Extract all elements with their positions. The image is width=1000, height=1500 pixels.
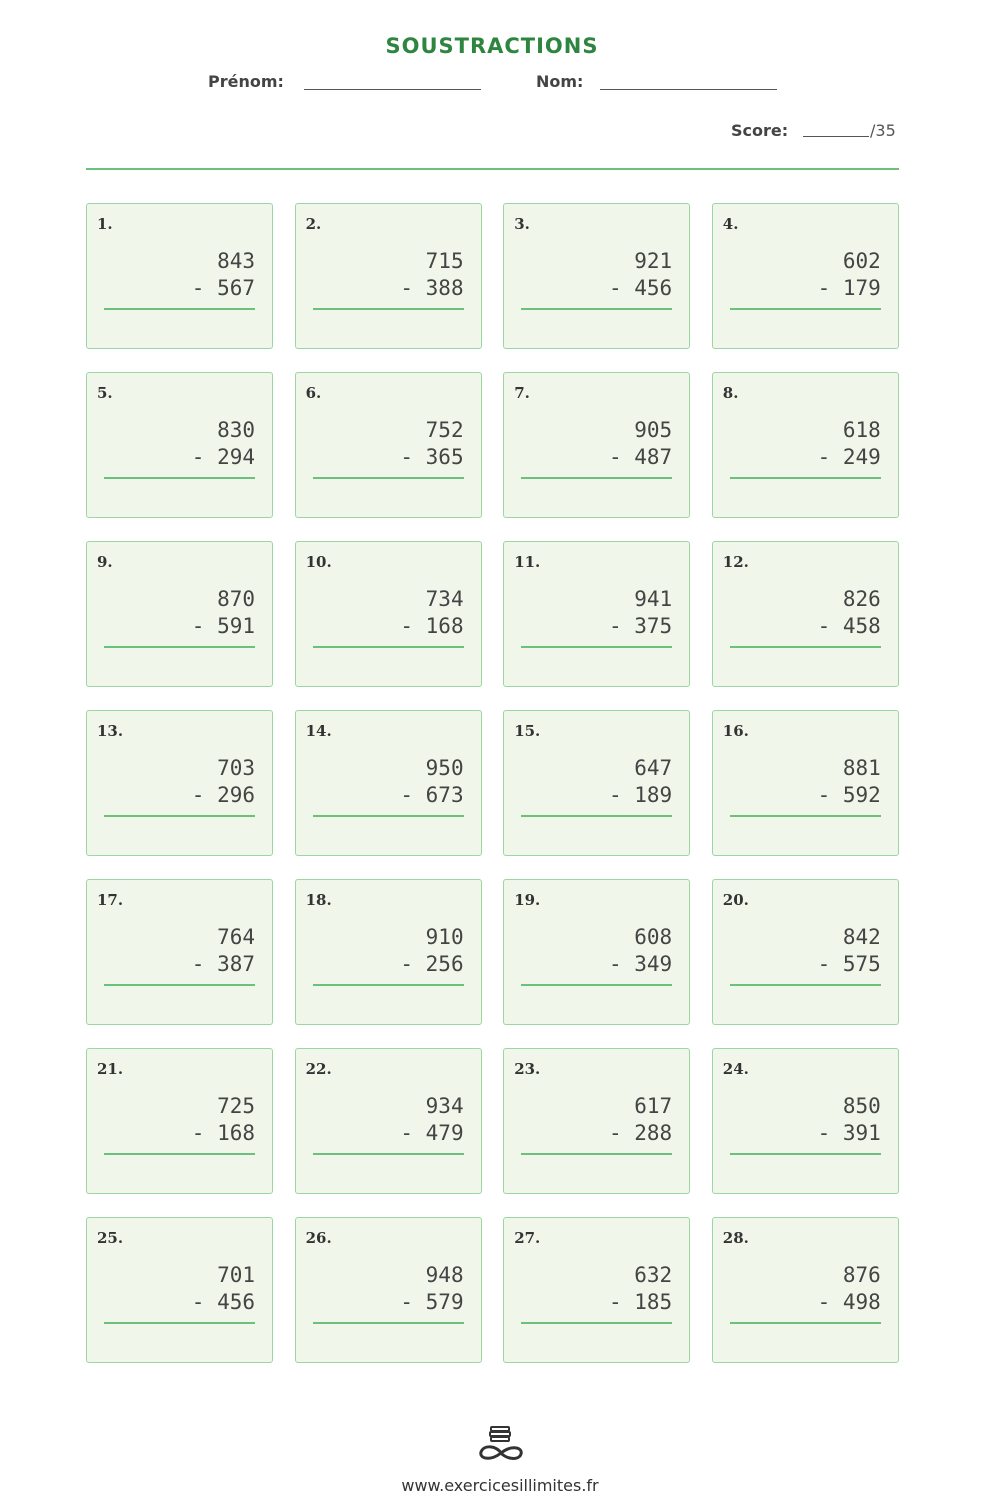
subtrahend: - 349 [608, 952, 673, 976]
exercise-card [86, 1048, 273, 1194]
minuend: 830 [217, 418, 255, 442]
exercise-card [712, 372, 899, 518]
subtrahend: - 575 [817, 952, 881, 976]
subtrahend: - 296 [191, 783, 255, 807]
minuend: 617 [634, 1094, 673, 1118]
answer-line[interactable] [730, 815, 881, 817]
subtrahend: - 387 [191, 952, 255, 976]
exercise-number: 9. [97, 553, 113, 571]
minuend: 905 [634, 418, 673, 442]
header-divider [86, 168, 899, 170]
answer-line[interactable] [730, 308, 881, 310]
exercise-card [503, 1217, 690, 1363]
subtrahend: - 375 [608, 614, 673, 638]
subtrahend: - 294 [191, 445, 255, 469]
exercise-number: 20. [722, 891, 749, 909]
minuend: 826 [842, 587, 881, 611]
subtrahend: - 456 [608, 276, 673, 300]
subtrahend: - 591 [191, 614, 255, 638]
minuend: 870 [217, 587, 255, 611]
subtrahend: - 458 [817, 614, 881, 638]
exercise-card [86, 203, 273, 349]
exercise-number: 2. [305, 215, 322, 233]
minuend: 647 [634, 756, 673, 780]
answer-line[interactable] [521, 815, 672, 817]
answer-line[interactable] [730, 477, 881, 479]
exercise-number: 14. [305, 722, 332, 740]
answer-line[interactable] [104, 646, 255, 648]
answer-line[interactable] [521, 1322, 672, 1324]
minuend: 734 [425, 587, 464, 611]
exercise-number: 28. [722, 1229, 749, 1247]
exercise-card [295, 879, 482, 1025]
answer-line[interactable] [730, 1153, 881, 1155]
worksheet-title: SOUSTRACTIONS [385, 34, 599, 58]
exercise-card [503, 372, 690, 518]
footer-url: www.exercicesillimites.fr [401, 1476, 599, 1495]
minuend: 850 [842, 1094, 881, 1118]
subtrahend: - 498 [817, 1290, 881, 1314]
exercise-number: 17. [97, 891, 124, 909]
exercise-number: 21. [97, 1060, 124, 1078]
minuend: 881 [842, 756, 881, 780]
minuend: 725 [217, 1094, 255, 1118]
answer-line[interactable] [313, 477, 464, 479]
exercise-card [295, 203, 482, 349]
subtrahend: - 479 [400, 1121, 464, 1145]
subtrahend: - 592 [817, 783, 881, 807]
exercise-number: 25. [97, 1229, 124, 1247]
answer-line[interactable] [313, 308, 464, 310]
answer-line[interactable] [521, 1153, 672, 1155]
subtrahend: - 179 [817, 276, 881, 300]
answer-line[interactable] [104, 1322, 255, 1324]
minuend: 842 [842, 925, 881, 949]
exercise-number: 13. [97, 722, 124, 740]
answer-line[interactable] [104, 477, 255, 479]
books-infinity-logo [476, 1424, 526, 1464]
last-name-blank[interactable] [600, 89, 777, 90]
exercise-number: 24. [722, 1060, 749, 1078]
exercise-card [86, 1217, 273, 1363]
minuend: 941 [634, 587, 673, 611]
exercise-number: 4. [722, 215, 739, 233]
answer-line[interactable] [313, 984, 464, 986]
exercise-number: 7. [514, 384, 530, 402]
exercise-card [712, 710, 899, 856]
exercise-card [503, 879, 690, 1025]
minuend: 701 [217, 1263, 255, 1287]
minuend: 752 [425, 418, 464, 442]
exercise-number: 3. [514, 215, 530, 233]
exercise-number: 11. [514, 553, 541, 571]
exercise-card [712, 1217, 899, 1363]
exercise-card [503, 541, 690, 687]
minuend: 843 [217, 249, 255, 273]
subtrahend: - 168 [400, 614, 464, 638]
score-label: Score: [731, 121, 789, 140]
subtrahend: - 567 [191, 276, 255, 300]
exercise-number: 26. [305, 1229, 332, 1247]
exercise-number: 22. [305, 1060, 332, 1078]
answer-line[interactable] [521, 984, 672, 986]
exercise-card [712, 1048, 899, 1194]
exercise-card [295, 1217, 482, 1363]
subtrahend: - 189 [608, 783, 673, 807]
minuend: 910 [425, 925, 464, 949]
subtrahend: - 288 [608, 1121, 673, 1145]
answer-line[interactable] [521, 477, 672, 479]
minuend: 602 [842, 249, 881, 273]
exercise-card [86, 541, 273, 687]
last-name-label: Nom: [536, 72, 584, 91]
subtrahend: - 249 [817, 445, 881, 469]
subtrahend: - 487 [608, 445, 673, 469]
exercise-card [295, 541, 482, 687]
exercise-grid [86, 203, 899, 1363]
exercise-card [712, 541, 899, 687]
exercise-number: 10. [305, 553, 332, 571]
exercise-number: 5. [97, 384, 113, 402]
minuend: 618 [842, 418, 881, 442]
answer-line[interactable] [104, 815, 255, 817]
exercise-card [86, 879, 273, 1025]
score-blank[interactable] [803, 136, 869, 137]
exercise-number: 15. [514, 722, 541, 740]
subtrahend: - 579 [400, 1290, 464, 1314]
minuend: 608 [634, 925, 673, 949]
subtrahend: - 365 [400, 445, 464, 469]
exercise-number: 18. [305, 891, 332, 909]
minuend: 921 [634, 249, 673, 273]
name-fields [0, 72, 1000, 96]
minuend: 703 [217, 756, 255, 780]
minuend: 764 [217, 925, 255, 949]
exercise-card [712, 203, 899, 349]
exercise-number: 12. [722, 553, 749, 571]
exercise-card [86, 372, 273, 518]
exercise-card [86, 710, 273, 856]
subtrahend: - 256 [400, 952, 464, 976]
subtrahend: - 388 [400, 276, 464, 300]
first-name-blank[interactable] [304, 89, 481, 90]
subtrahend: - 456 [191, 1290, 255, 1314]
exercise-number: 27. [514, 1229, 541, 1247]
minuend: 948 [425, 1263, 464, 1287]
exercise-number: 1. [97, 215, 113, 233]
first-name-label: Prénom: [208, 72, 284, 91]
exercise-number: 16. [722, 722, 749, 740]
exercise-number: 23. [514, 1060, 541, 1078]
score-total: /35 [870, 121, 896, 140]
answer-line[interactable] [730, 646, 881, 648]
exercise-card [295, 710, 482, 856]
answer-line[interactable] [313, 1322, 464, 1324]
minuend: 632 [634, 1263, 673, 1287]
answer-line[interactable] [730, 1322, 881, 1324]
exercise-card [295, 372, 482, 518]
subtrahend: - 391 [817, 1121, 881, 1145]
answer-line[interactable] [313, 1153, 464, 1155]
exercise-card [295, 1048, 482, 1194]
answer-line[interactable] [313, 646, 464, 648]
answer-line[interactable] [730, 984, 881, 986]
minuend: 950 [425, 756, 464, 780]
exercise-card [503, 710, 690, 856]
subtrahend: - 185 [608, 1290, 673, 1314]
answer-line[interactable] [104, 308, 255, 310]
answer-line[interactable] [104, 984, 255, 986]
minuend: 876 [842, 1263, 881, 1287]
subtrahend: - 673 [400, 783, 464, 807]
exercise-card [503, 203, 690, 349]
exercise-number: 19. [514, 891, 541, 909]
answer-line[interactable] [521, 308, 672, 310]
exercise-card [503, 1048, 690, 1194]
exercise-card [712, 879, 899, 1025]
answer-line[interactable] [521, 646, 672, 648]
exercise-number: 6. [305, 384, 322, 402]
minuend: 934 [425, 1094, 464, 1118]
exercise-number: 8. [722, 384, 739, 402]
answer-line[interactable] [313, 815, 464, 817]
subtrahend: - 168 [191, 1121, 255, 1145]
answer-line[interactable] [104, 1153, 255, 1155]
minuend: 715 [425, 249, 464, 273]
